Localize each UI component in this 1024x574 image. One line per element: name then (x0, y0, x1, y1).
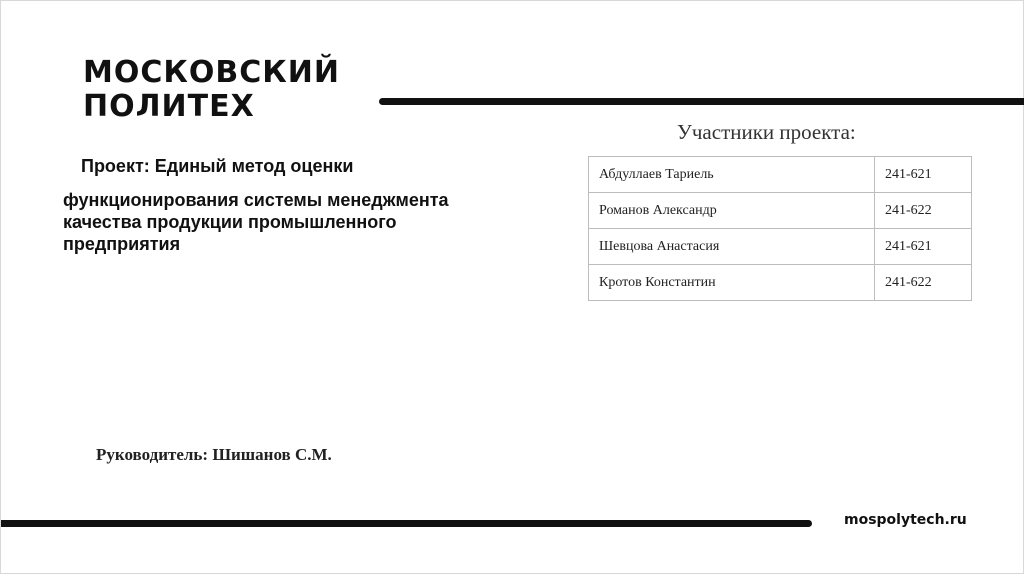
project-title-line-2: функционирования системы менеджмента качества продукции промышленного предприятия (63, 190, 449, 254)
logo-line-2: ПОЛИТЕХ (83, 89, 255, 124)
project-title-line-1: Проект: Единый метод оценки (81, 156, 354, 176)
supervisor-text: Руководитель: Шишанов С.М. (96, 445, 332, 464)
member-name: Абдуллаев Тариель (589, 157, 875, 193)
member-name: Романов Александр (589, 193, 875, 229)
member-group: 241-621 (875, 157, 972, 193)
member-group: 241-622 (875, 265, 972, 301)
member-group: 241-621 (875, 229, 972, 265)
table-row (589, 229, 972, 265)
top-divider (379, 98, 1024, 105)
footer-site-link[interactable]: mospolytech.ru (844, 512, 967, 528)
table-row (589, 265, 972, 301)
table-row (589, 157, 972, 193)
logo-line-1: МОСКОВСКИЙ (83, 55, 341, 90)
member-group: 241-622 (875, 193, 972, 229)
member-name: Шевцова Анастасия (589, 229, 875, 265)
member-name: Кротов Константин (589, 265, 875, 301)
participants-table (588, 156, 972, 301)
participants-heading: Участники проекта: (677, 120, 856, 144)
project-title (63, 153, 483, 255)
logo (83, 56, 340, 124)
bottom-divider (1, 520, 812, 527)
table-row (589, 193, 972, 229)
